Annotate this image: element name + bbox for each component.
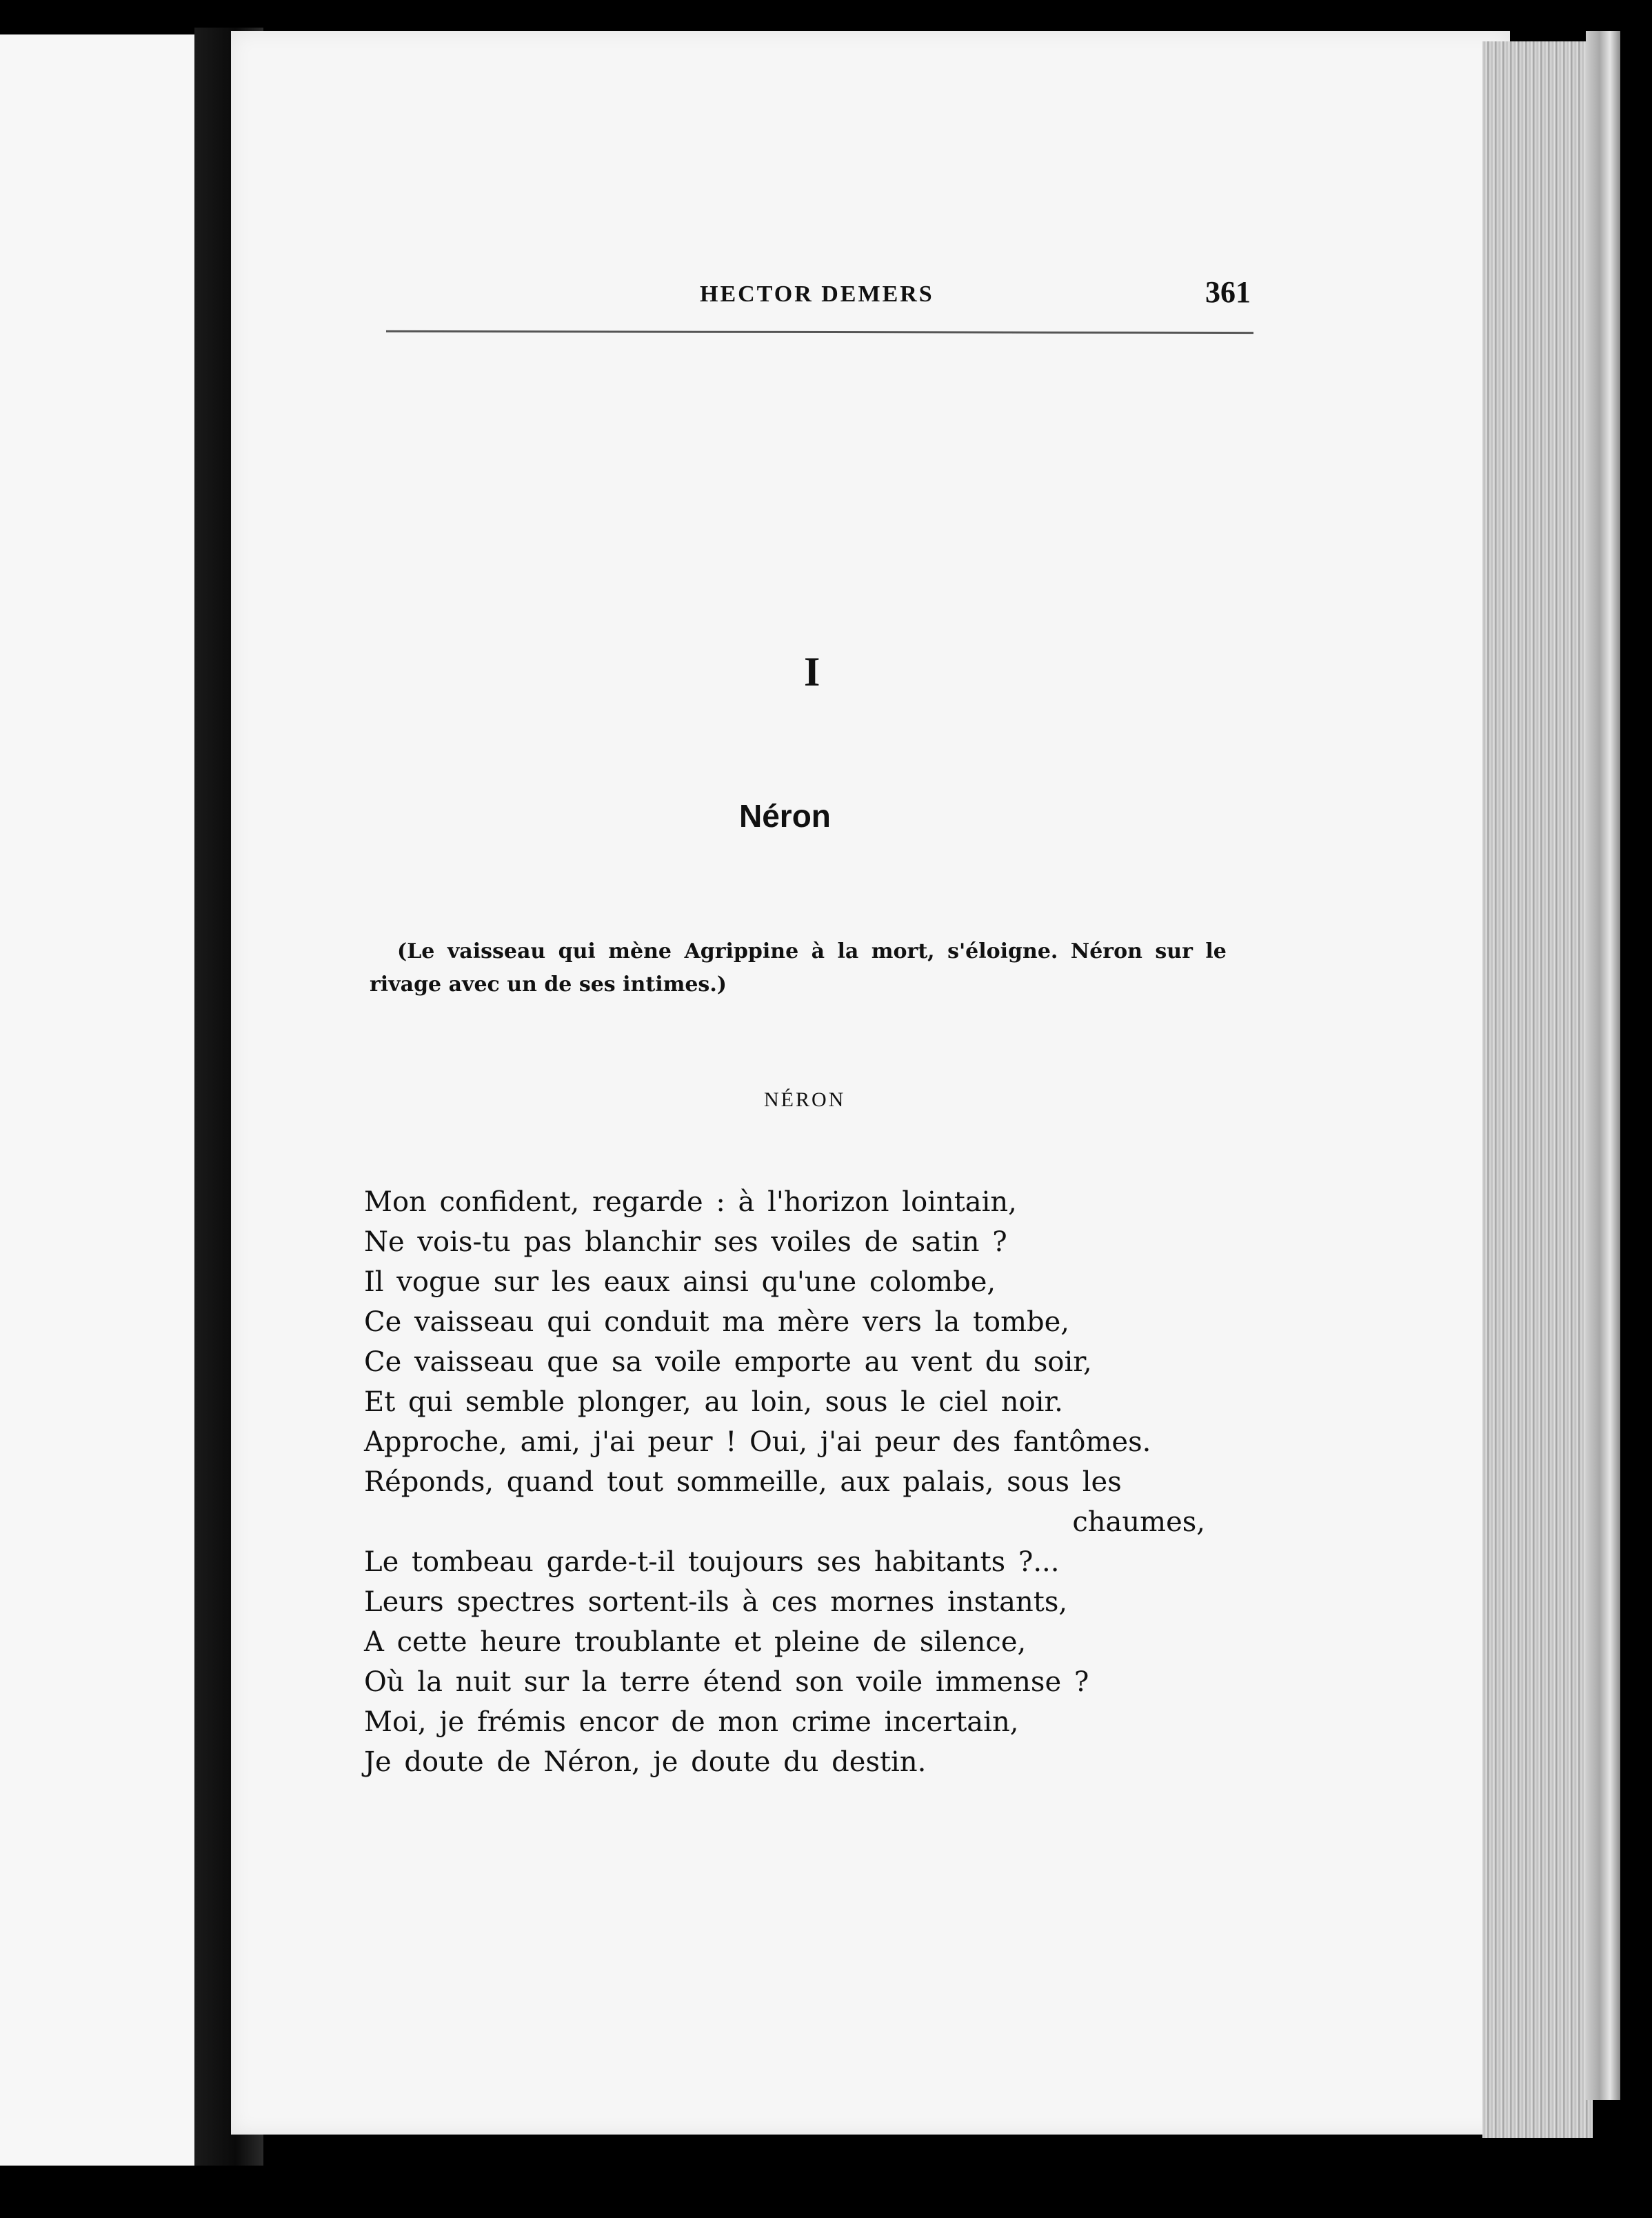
running-head: HECTOR DEMERS: [700, 281, 934, 307]
verse-line-continuation: chaumes,: [1072, 1506, 1205, 1538]
stage-direction-line: (Le vaisseau qui mène Agrippine à la mort, s'éloigne. Néron sur le: [397, 939, 1227, 963]
verse-line: Ce vaisseau qui conduit ma mère vers la tombe,: [364, 1306, 1070, 1338]
verse-line: Et qui semble plonger, au loin, sous le ciel noir.: [364, 1386, 1063, 1418]
page-number: 361: [1205, 275, 1251, 309]
speaker-name: NÉRON: [764, 1088, 846, 1111]
section-number: I: [804, 649, 820, 695]
verse-list: [364, 1182, 1260, 1782]
verse-line: Ce vaisseau que sa voile emporte au vent du soir,: [364, 1346, 1092, 1378]
verse-line: Approche, ami, j'ai peur ! Oui, j'ai peur des fantômes.: [364, 1426, 1151, 1458]
verse-line: Mon confident, regarde : à l'horizon lointain,: [364, 1186, 1017, 1218]
stage-direction-line: rivage avec un de ses intimes.): [370, 972, 727, 997]
verse-line: Je doute de Néron, je doute du destin.: [364, 1746, 927, 1778]
verse-line: Où la nuit sur la terre étend son voile immense ?: [364, 1666, 1089, 1698]
verse-line: Moi, je frémis encor de mon crime incertain,: [364, 1706, 1019, 1738]
verse-line: Leurs spectres sortent-ils à ces mornes instants,: [364, 1586, 1068, 1618]
verse-line: Réponds, quand tout sommeille, aux palais, sous les: [364, 1466, 1122, 1498]
verse-line: Le tombeau garde-t-il toujours ses habitants ?...: [364, 1546, 1060, 1578]
poem-title: Néron: [739, 798, 831, 834]
verse-line: Ne vois-tu pas blanchir ses voiles de satin ?: [364, 1226, 1007, 1258]
header-rule: [386, 330, 1253, 334]
verse-line: A cette heure troublante et pleine de silence,: [364, 1626, 1027, 1658]
stage-direction: [370, 935, 1266, 1001]
verse-line: Il vogue sur les eaux ainsi qu'une colombe,: [364, 1266, 996, 1298]
